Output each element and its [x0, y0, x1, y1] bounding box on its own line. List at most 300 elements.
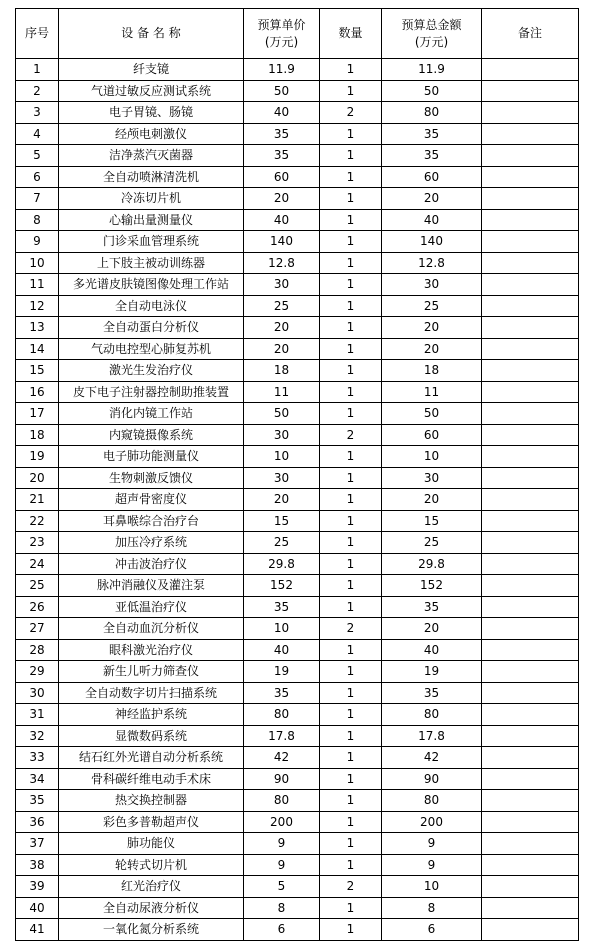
cell-quantity: 1	[320, 489, 382, 511]
cell-name: 亚低温治疗仪	[59, 596, 244, 618]
cell-name: 神经监护系统	[59, 704, 244, 726]
table-row	[16, 59, 579, 81]
cell-note	[482, 317, 579, 339]
cell-unit-price: 19	[244, 661, 320, 683]
cell-note	[482, 725, 579, 747]
cell-quantity: 1	[320, 768, 382, 790]
cell-unit-price: 8	[244, 897, 320, 919]
cell-total: 25	[382, 295, 482, 317]
cell-no: 14	[16, 338, 59, 360]
cell-quantity: 1	[320, 360, 382, 382]
cell-note	[482, 596, 579, 618]
cell-unit-price: 60	[244, 166, 320, 188]
cell-unit-price: 40	[244, 209, 320, 231]
table-row	[16, 790, 579, 812]
cell-note	[482, 295, 579, 317]
cell-total: 140	[382, 231, 482, 253]
cell-name: 皮下电子注射器控制助推装置	[59, 381, 244, 403]
cell-name: 全自动电泳仪	[59, 295, 244, 317]
cell-no: 31	[16, 704, 59, 726]
cell-no: 18	[16, 424, 59, 446]
cell-name: 结石红外光谱自动分析系统	[59, 747, 244, 769]
cell-quantity: 1	[320, 747, 382, 769]
cell-name: 轮转式切片机	[59, 854, 244, 876]
cell-name: 洁净蒸汽灭菌器	[59, 145, 244, 167]
cell-note	[482, 381, 579, 403]
cell-quantity: 1	[320, 59, 382, 81]
cell-quantity: 1	[320, 575, 382, 597]
cell-name: 气动电控型心肺复苏机	[59, 338, 244, 360]
cell-quantity: 1	[320, 338, 382, 360]
cell-name: 眼科激光治疗仪	[59, 639, 244, 661]
cell-name: 一氧化氮分析系统	[59, 919, 244, 941]
cell-note	[482, 682, 579, 704]
cell-quantity: 1	[320, 682, 382, 704]
cell-quantity: 1	[320, 854, 382, 876]
cell-quantity: 1	[320, 661, 382, 683]
cell-no: 1	[16, 59, 59, 81]
cell-total: 80	[382, 790, 482, 812]
cell-note	[482, 553, 579, 575]
cell-total: 152	[382, 575, 482, 597]
cell-unit-price: 20	[244, 317, 320, 339]
header-quantity: 数量	[320, 9, 382, 59]
cell-name: 冲击波治疗仪	[59, 553, 244, 575]
cell-note	[482, 747, 579, 769]
cell-total: 40	[382, 639, 482, 661]
cell-unit-price: 5	[244, 876, 320, 898]
header-no: 序号	[16, 9, 59, 59]
cell-quantity: 1	[320, 295, 382, 317]
table-row	[16, 145, 579, 167]
table-row	[16, 446, 579, 468]
table-row	[16, 489, 579, 511]
cell-quantity: 1	[320, 467, 382, 489]
cell-total: 19	[382, 661, 482, 683]
cell-total: 18	[382, 360, 482, 382]
cell-note	[482, 102, 579, 124]
table-row	[16, 274, 579, 296]
cell-total: 20	[382, 489, 482, 511]
cell-total: 20	[382, 338, 482, 360]
cell-total: 8	[382, 897, 482, 919]
header-name: 设 备 名 称	[59, 9, 244, 59]
cell-name: 全自动血沉分析仪	[59, 618, 244, 640]
cell-no: 15	[16, 360, 59, 382]
table-body	[16, 59, 579, 941]
cell-name: 骨科碳纤维电动手术床	[59, 768, 244, 790]
cell-total: 35	[382, 123, 482, 145]
cell-quantity: 1	[320, 833, 382, 855]
cell-unit-price: 30	[244, 467, 320, 489]
table-row	[16, 231, 579, 253]
cell-unit-price: 9	[244, 833, 320, 855]
cell-no: 27	[16, 618, 59, 640]
cell-note	[482, 790, 579, 812]
header-row	[16, 9, 579, 59]
cell-unit-price: 80	[244, 790, 320, 812]
cell-quantity: 1	[320, 188, 382, 210]
cell-name: 气道过敏反应测试系统	[59, 80, 244, 102]
cell-total: 200	[382, 811, 482, 833]
table-row	[16, 317, 579, 339]
table-row	[16, 123, 579, 145]
cell-note	[482, 360, 579, 382]
cell-quantity: 1	[320, 919, 382, 941]
cell-no: 22	[16, 510, 59, 532]
cell-quantity: 1	[320, 704, 382, 726]
table-row	[16, 510, 579, 532]
cell-total: 35	[382, 145, 482, 167]
cell-no: 9	[16, 231, 59, 253]
cell-note	[482, 489, 579, 511]
table-row	[16, 768, 579, 790]
cell-total: 25	[382, 532, 482, 554]
cell-quantity: 2	[320, 876, 382, 898]
table-row	[16, 876, 579, 898]
table-row	[16, 360, 579, 382]
cell-unit-price: 25	[244, 532, 320, 554]
table-row	[16, 661, 579, 683]
cell-unit-price: 6	[244, 919, 320, 941]
table-row	[16, 467, 579, 489]
cell-quantity: 1	[320, 811, 382, 833]
cell-quantity: 1	[320, 725, 382, 747]
cell-no: 24	[16, 553, 59, 575]
cell-note	[482, 424, 579, 446]
cell-unit-price: 50	[244, 80, 320, 102]
cell-name: 热交换控制器	[59, 790, 244, 812]
cell-note	[482, 403, 579, 425]
cell-total: 9	[382, 854, 482, 876]
table-row	[16, 833, 579, 855]
cell-name: 红光治疗仪	[59, 876, 244, 898]
table-row	[16, 747, 579, 769]
cell-total: 17.8	[382, 725, 482, 747]
cell-name: 消化内镜工作站	[59, 403, 244, 425]
cell-no: 8	[16, 209, 59, 231]
cell-unit-price: 11.9	[244, 59, 320, 81]
cell-note	[482, 467, 579, 489]
cell-no: 17	[16, 403, 59, 425]
cell-unit-price: 11	[244, 381, 320, 403]
cell-name: 激光生发治疗仪	[59, 360, 244, 382]
cell-no: 16	[16, 381, 59, 403]
cell-total: 10	[382, 446, 482, 468]
cell-name: 上下肢主被动训练器	[59, 252, 244, 274]
table-row	[16, 596, 579, 618]
cell-name: 全自动尿液分析仪	[59, 897, 244, 919]
cell-total: 50	[382, 403, 482, 425]
cell-name: 彩色多普勒超声仪	[59, 811, 244, 833]
header-total-line2: (万元)	[414, 34, 449, 49]
table-row	[16, 188, 579, 210]
cell-unit-price: 20	[244, 338, 320, 360]
cell-name: 超声骨密度仪	[59, 489, 244, 511]
cell-quantity: 1	[320, 639, 382, 661]
cell-unit-price: 9	[244, 854, 320, 876]
cell-total: 11	[382, 381, 482, 403]
table-row	[16, 575, 579, 597]
cell-no: 7	[16, 188, 59, 210]
cell-name: 电子肺功能测量仪	[59, 446, 244, 468]
cell-quantity: 1	[320, 274, 382, 296]
cell-no: 11	[16, 274, 59, 296]
cell-note	[482, 338, 579, 360]
cell-quantity: 1	[320, 252, 382, 274]
table-row	[16, 725, 579, 747]
cell-name: 冷冻切片机	[59, 188, 244, 210]
cell-quantity: 1	[320, 80, 382, 102]
cell-total: 90	[382, 768, 482, 790]
cell-no: 2	[16, 80, 59, 102]
cell-no: 19	[16, 446, 59, 468]
table-row	[16, 639, 579, 661]
cell-name: 电子胃镜、肠镜	[59, 102, 244, 124]
cell-note	[482, 166, 579, 188]
cell-total: 6	[382, 919, 482, 941]
cell-note	[482, 123, 579, 145]
cell-name: 耳鼻喉综合治疗台	[59, 510, 244, 532]
cell-no: 35	[16, 790, 59, 812]
cell-unit-price: 42	[244, 747, 320, 769]
cell-total: 60	[382, 166, 482, 188]
cell-total: 80	[382, 102, 482, 124]
cell-no: 29	[16, 661, 59, 683]
cell-no: 21	[16, 489, 59, 511]
cell-quantity: 1	[320, 532, 382, 554]
cell-note	[482, 704, 579, 726]
cell-note	[482, 897, 579, 919]
cell-quantity: 1	[320, 403, 382, 425]
cell-name: 全自动喷淋清洗机	[59, 166, 244, 188]
cell-no: 38	[16, 854, 59, 876]
cell-no: 32	[16, 725, 59, 747]
header-unit-price-line1: 预算单价	[257, 17, 306, 32]
cell-note	[482, 145, 579, 167]
cell-no: 39	[16, 876, 59, 898]
cell-quantity: 2	[320, 618, 382, 640]
table-row	[16, 854, 579, 876]
cell-total: 60	[382, 424, 482, 446]
cell-name: 肺功能仪	[59, 833, 244, 855]
cell-quantity: 1	[320, 553, 382, 575]
cell-unit-price: 35	[244, 123, 320, 145]
cell-unit-price: 17.8	[244, 725, 320, 747]
table-row	[16, 424, 579, 446]
cell-note	[482, 252, 579, 274]
cell-name: 心输出量测量仪	[59, 209, 244, 231]
cell-note	[482, 854, 579, 876]
cell-name: 门诊采血管理系统	[59, 231, 244, 253]
cell-quantity: 1	[320, 510, 382, 532]
cell-note	[482, 833, 579, 855]
table-row	[16, 682, 579, 704]
cell-note	[482, 80, 579, 102]
cell-unit-price: 30	[244, 274, 320, 296]
cell-no: 33	[16, 747, 59, 769]
cell-total: 29.8	[382, 553, 482, 575]
cell-unit-price: 40	[244, 102, 320, 124]
cell-total: 40	[382, 209, 482, 231]
cell-total: 12.8	[382, 252, 482, 274]
table-row	[16, 618, 579, 640]
cell-total: 20	[382, 618, 482, 640]
cell-quantity: 1	[320, 446, 382, 468]
cell-total: 11.9	[382, 59, 482, 81]
cell-note	[482, 446, 579, 468]
cell-note	[482, 768, 579, 790]
cell-no: 13	[16, 317, 59, 339]
cell-note	[482, 59, 579, 81]
cell-total: 30	[382, 467, 482, 489]
cell-note	[482, 209, 579, 231]
cell-no: 30	[16, 682, 59, 704]
cell-note	[482, 811, 579, 833]
cell-unit-price: 20	[244, 489, 320, 511]
cell-no: 10	[16, 252, 59, 274]
cell-unit-price: 10	[244, 618, 320, 640]
cell-note	[482, 639, 579, 661]
cell-no: 3	[16, 102, 59, 124]
cell-quantity: 1	[320, 231, 382, 253]
cell-quantity: 2	[320, 102, 382, 124]
table-row	[16, 102, 579, 124]
cell-quantity: 2	[320, 424, 382, 446]
header-total-line1: 预算总金额	[401, 17, 462, 32]
cell-no: 20	[16, 467, 59, 489]
cell-quantity: 1	[320, 123, 382, 145]
cell-quantity: 1	[320, 145, 382, 167]
cell-unit-price: 35	[244, 682, 320, 704]
cell-unit-price: 35	[244, 596, 320, 618]
cell-note	[482, 188, 579, 210]
table-row	[16, 338, 579, 360]
table-row	[16, 897, 579, 919]
table-row	[16, 704, 579, 726]
cell-note	[482, 618, 579, 640]
cell-total: 80	[382, 704, 482, 726]
cell-note	[482, 532, 579, 554]
cell-total: 42	[382, 747, 482, 769]
cell-unit-price: 140	[244, 231, 320, 253]
cell-total: 20	[382, 317, 482, 339]
cell-name: 脉冲消融仪及灌注泵	[59, 575, 244, 597]
cell-no: 25	[16, 575, 59, 597]
cell-unit-price: 18	[244, 360, 320, 382]
cell-no: 6	[16, 166, 59, 188]
cell-no: 34	[16, 768, 59, 790]
cell-no: 12	[16, 295, 59, 317]
table-row	[16, 295, 579, 317]
cell-quantity: 1	[320, 381, 382, 403]
cell-no: 28	[16, 639, 59, 661]
table-header	[16, 9, 579, 59]
cell-quantity: 1	[320, 790, 382, 812]
cell-quantity: 1	[320, 209, 382, 231]
cell-unit-price: 20	[244, 188, 320, 210]
cell-quantity: 1	[320, 166, 382, 188]
header-total	[382, 9, 482, 59]
cell-total: 10	[382, 876, 482, 898]
table-row	[16, 381, 579, 403]
cell-total: 20	[382, 188, 482, 210]
cell-unit-price: 29.8	[244, 553, 320, 575]
cell-note	[482, 661, 579, 683]
table-row	[16, 252, 579, 274]
cell-no: 23	[16, 532, 59, 554]
cell-name: 经颅电刺激仪	[59, 123, 244, 145]
header-unit-price-line2: (万元)	[264, 34, 299, 49]
cell-unit-price: 50	[244, 403, 320, 425]
cell-no: 40	[16, 897, 59, 919]
cell-unit-price: 25	[244, 295, 320, 317]
cell-unit-price: 152	[244, 575, 320, 597]
cell-note	[482, 876, 579, 898]
cell-unit-price: 15	[244, 510, 320, 532]
cell-name: 全自动蛋白分析仪	[59, 317, 244, 339]
cell-quantity: 1	[320, 897, 382, 919]
cell-unit-price: 12.8	[244, 252, 320, 274]
cell-no: 5	[16, 145, 59, 167]
cell-total: 35	[382, 682, 482, 704]
table-row	[16, 553, 579, 575]
cell-quantity: 1	[320, 317, 382, 339]
table-row	[16, 209, 579, 231]
header-unit-price	[244, 9, 320, 59]
cell-name: 全自动数字切片扫描系统	[59, 682, 244, 704]
header-note: 备注	[482, 9, 579, 59]
cell-total: 30	[382, 274, 482, 296]
cell-unit-price: 10	[244, 446, 320, 468]
cell-note	[482, 510, 579, 532]
cell-name: 多光谱皮肤镜图像处理工作站	[59, 274, 244, 296]
table-row	[16, 532, 579, 554]
cell-note	[482, 274, 579, 296]
cell-name: 新生儿听力筛查仪	[59, 661, 244, 683]
cell-note	[482, 575, 579, 597]
cell-total: 50	[382, 80, 482, 102]
cell-quantity: 1	[320, 596, 382, 618]
cell-unit-price: 40	[244, 639, 320, 661]
cell-unit-price: 35	[244, 145, 320, 167]
cell-no: 26	[16, 596, 59, 618]
table-row	[16, 403, 579, 425]
cell-no: 4	[16, 123, 59, 145]
equipment-budget-table	[15, 8, 579, 941]
cell-name: 生物刺激反馈仪	[59, 467, 244, 489]
cell-note	[482, 231, 579, 253]
cell-name: 内窥镜摄像系统	[59, 424, 244, 446]
table-row	[16, 811, 579, 833]
cell-unit-price: 200	[244, 811, 320, 833]
cell-no: 41	[16, 919, 59, 941]
cell-name: 显微数码系统	[59, 725, 244, 747]
cell-no: 36	[16, 811, 59, 833]
cell-no: 37	[16, 833, 59, 855]
cell-unit-price: 80	[244, 704, 320, 726]
cell-total: 9	[382, 833, 482, 855]
cell-unit-price: 90	[244, 768, 320, 790]
cell-unit-price: 30	[244, 424, 320, 446]
cell-total: 15	[382, 510, 482, 532]
table-row	[16, 919, 579, 941]
table-row	[16, 166, 579, 188]
cell-note	[482, 919, 579, 941]
table-row	[16, 80, 579, 102]
cell-total: 35	[382, 596, 482, 618]
cell-name: 加压冷疗系统	[59, 532, 244, 554]
